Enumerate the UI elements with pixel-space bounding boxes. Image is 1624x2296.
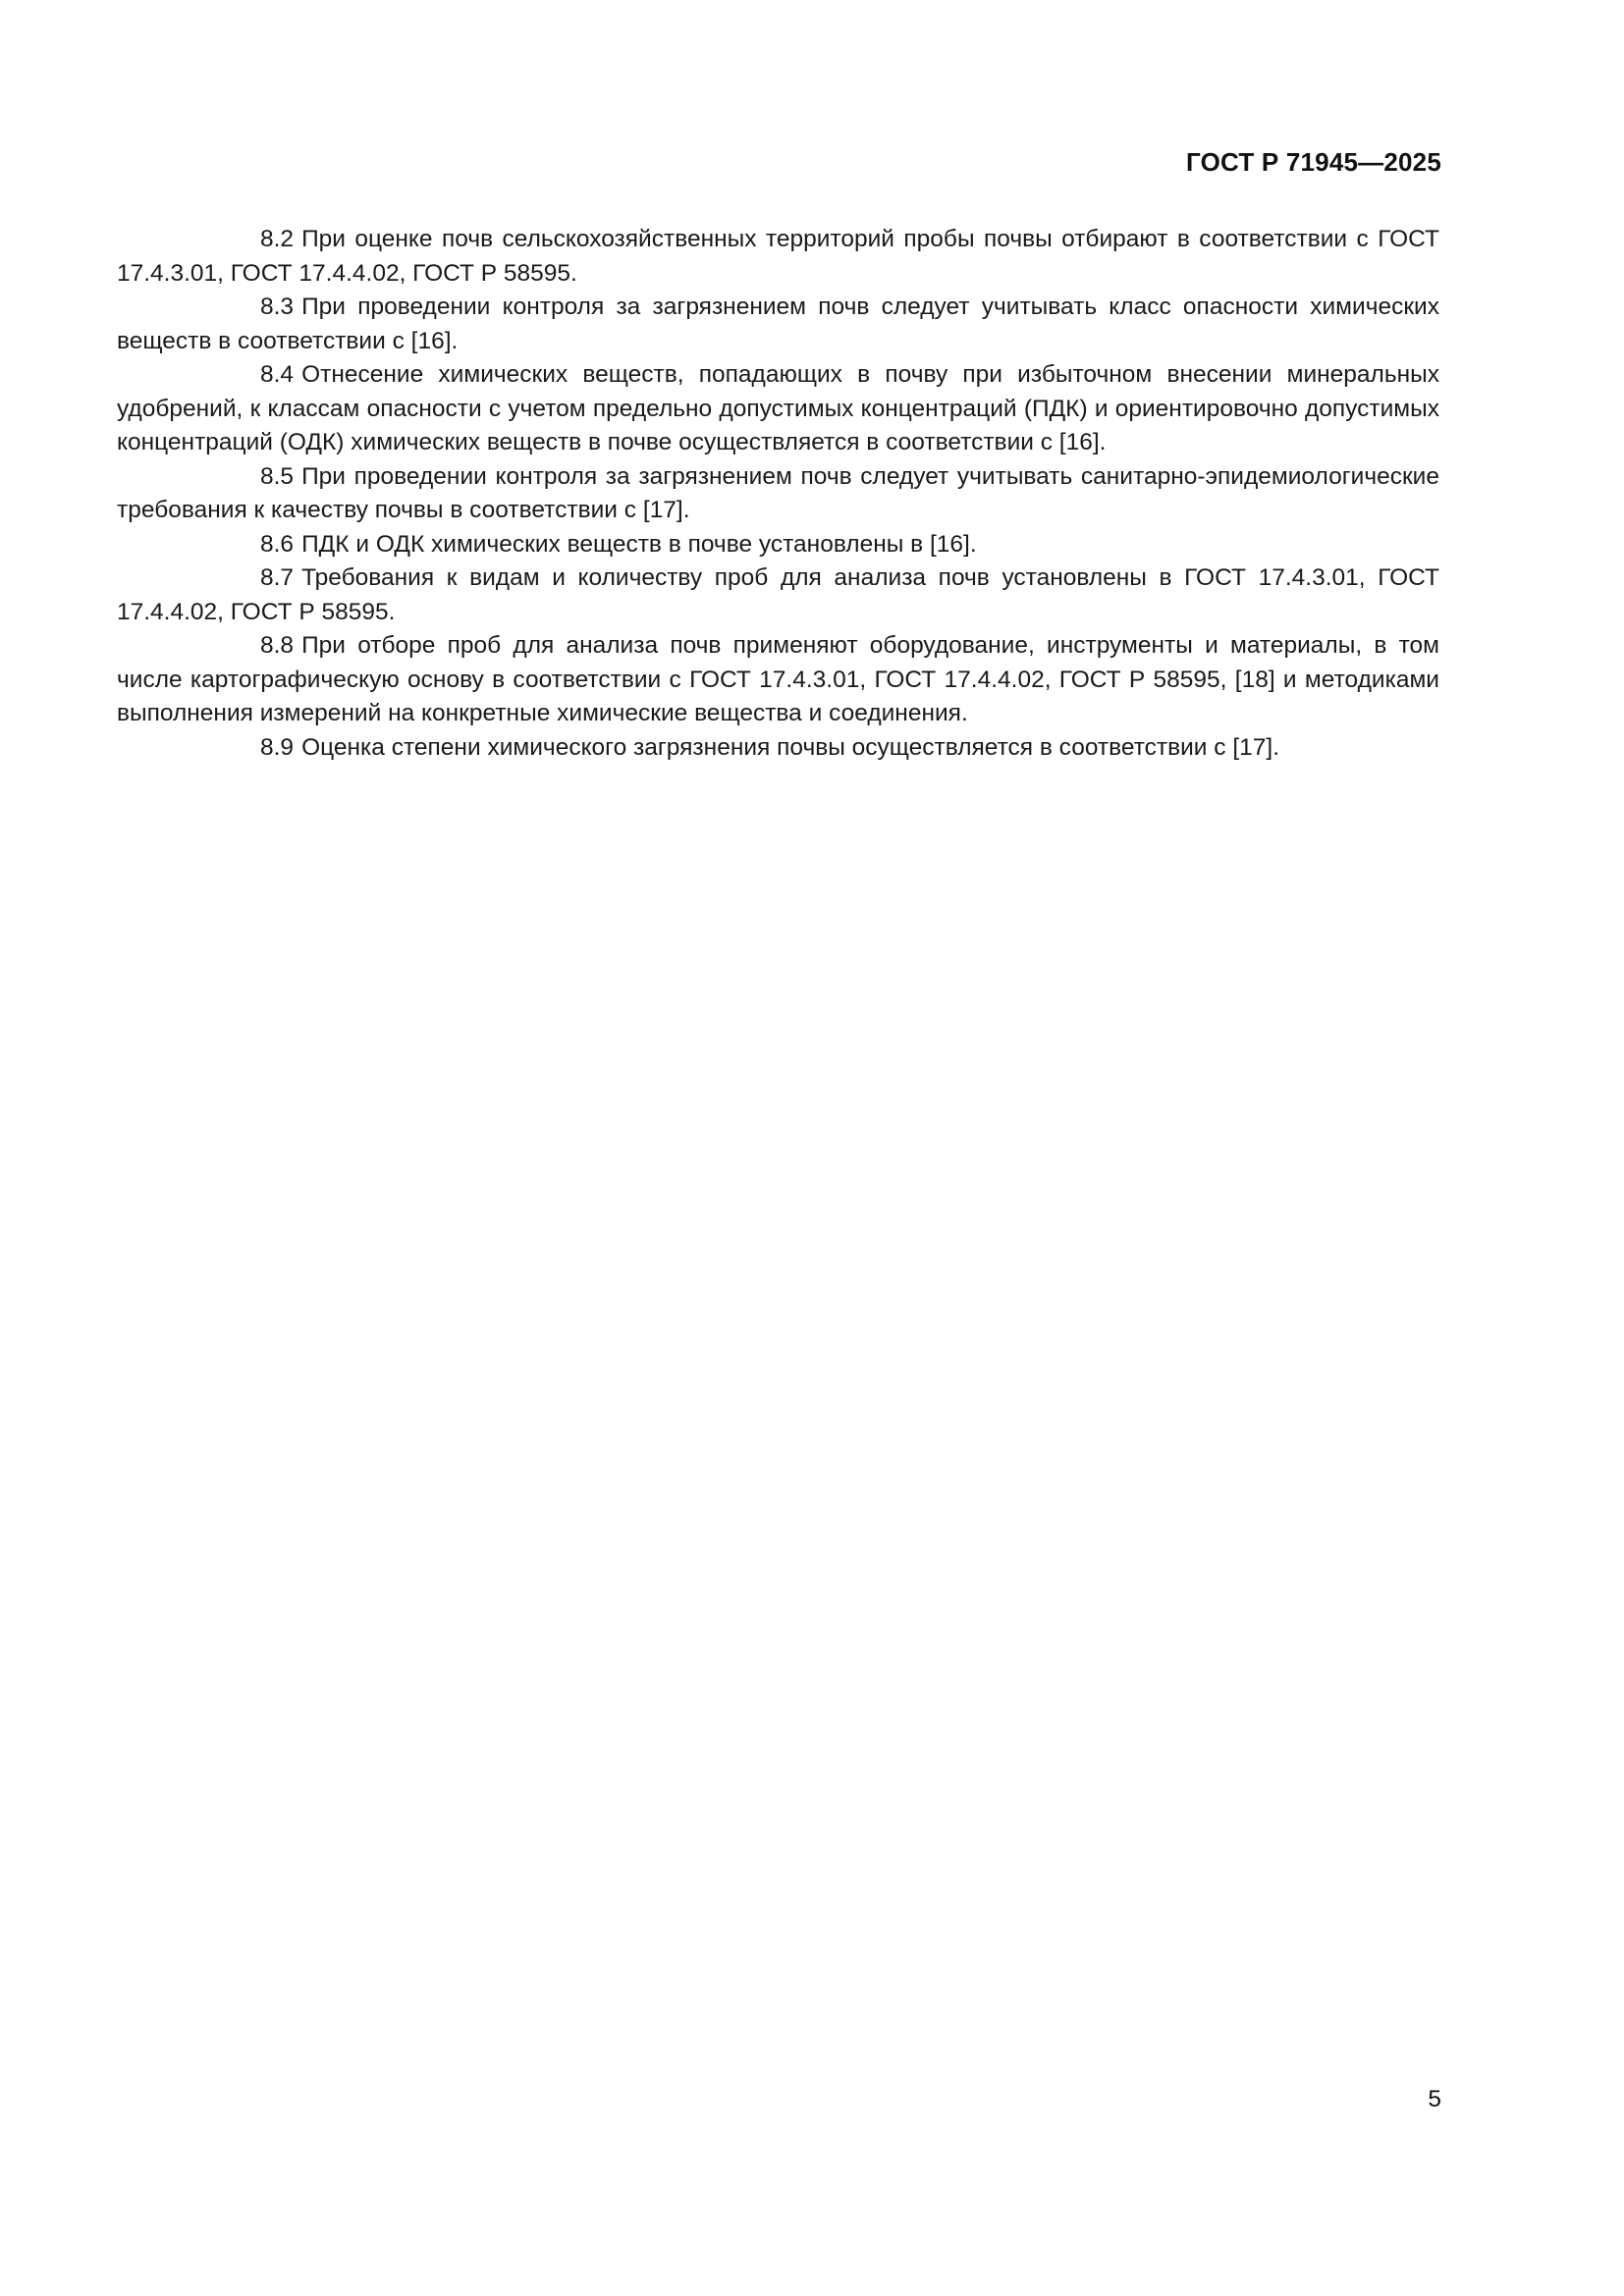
page-number: 5: [1428, 2086, 1441, 2112]
paragraph-8-5: [117, 460, 1439, 528]
paragraph-text: При проведении контроля за загрязнением почв следует учитывать санитарно-эпидемиологические требования к качеству почвы в соответствии с [17].: [117, 462, 1439, 523]
paragraph-text: Отнесение химических веществ, попадающих в почву при избыточном внесении минеральных удобрений, к классам опасности с учетом предельно допустимых концентраций (ПДК) и ориентировочно допустимых концентраций (ОДК) химических веществ в почве осуществляется в соответствии с [16].: [117, 361, 1439, 455]
paragraph-number: 8.7: [260, 564, 295, 591]
paragraph-8-4: [117, 358, 1439, 460]
paragraph-text: Оценка степени химического загрязнения почвы осуществляется в соответствии с [17].: [301, 733, 1280, 761]
paragraph-8-7: [117, 561, 1439, 629]
paragraph-text: Требования к видам и количеству проб для анализа почв установлены в ГОСТ 17.4.3.01, ГОСТ 17.4.4.02, ГОСТ Р 58595.: [117, 564, 1439, 625]
paragraph-number: 8.5: [260, 462, 295, 490]
paragraph-text: ПДК и ОДК химических веществ в почве установлены в [16].: [301, 530, 977, 558]
paragraph-8-3: [117, 291, 1439, 358]
paragraph-number: 8.6: [260, 530, 295, 558]
paragraph-text: При отборе проб для анализа почв применяют оборудование, инструменты и материалы, в том числе картографическую основу в соответствии с ГОСТ 17.4.3.01, ГОСТ 17.4.4.02, ГОСТ Р 58595, [18] и методиками выполнения измерений на конкретные химические вещества и соединения.: [117, 632, 1439, 726]
paragraph-8-6: [117, 528, 1439, 562]
paragraph-8-2: [117, 223, 1439, 291]
paragraph-8-9: [117, 731, 1439, 766]
paragraph-number: 8.9: [260, 733, 295, 761]
paragraph-number: 8.3: [260, 294, 295, 320]
document-header-id: ГОСТ Р 71945—2025: [1186, 147, 1441, 177]
paragraph-text: При оценке почв сельскохозяйственных территорий пробы почвы отбирают в соответствии с ГОСТ 17.4.3.01, ГОСТ 17.4.4.02, ГОСТ Р 58595.: [117, 226, 1439, 287]
paragraph-number: 8.8: [260, 632, 295, 659]
paragraph-number: 8.4: [260, 361, 295, 388]
document-body: [117, 223, 1439, 765]
paragraph-8-8: [117, 629, 1439, 731]
paragraph-text: При проведении контроля за загрязнением почв следует учитывать класс опасности химических веществ в соответствии с [16].: [117, 294, 1439, 354]
paragraph-number: 8.2: [260, 226, 295, 252]
